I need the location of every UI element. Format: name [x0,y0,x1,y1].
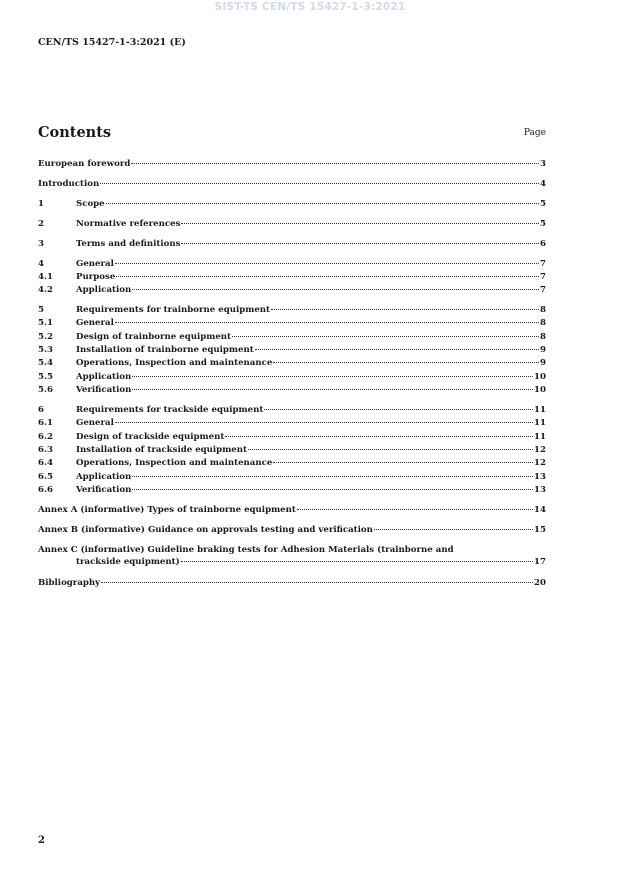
dot-leader [106,202,539,204]
dot-leader [225,435,533,437]
toc-entry[interactable] [38,404,546,416]
toc-entry-number: 6.2 [38,432,53,442]
toc-entry[interactable] [38,258,546,270]
toc-entry[interactable] [38,238,546,250]
toc-entry[interactable] [38,484,546,496]
toc-entry[interactable] [38,198,546,210]
toc-entry[interactable] [38,384,546,396]
toc-entry[interactable] [38,331,546,343]
toc-entry-page: 9 [540,358,546,368]
dot-leader [115,262,539,264]
toc-entry-page: 3 [540,159,546,169]
toc-entry-text: Application [76,285,132,295]
toc-entry-text: Annex A (informative) Types of trainborne equipment [38,505,296,515]
toc-entry[interactable] [38,158,546,170]
document-id: CEN/TS 15427-1-3:2021 (E) [38,37,186,48]
toc-entry-text: Terms and definitions [76,239,181,249]
toc-entry-number: 6.5 [38,472,53,482]
toc-entry-page: 20 [534,578,546,588]
toc-entry-page: 13 [534,485,546,495]
toc-entry-page: 15 [534,525,546,535]
dot-leader [115,421,533,423]
toc-entry-page: 7 [540,259,546,269]
dot-leader [131,162,539,164]
toc-entry-page: 11 [534,418,546,428]
toc-entry-text: Verification [76,385,132,395]
toc-entry-number: 5.6 [38,385,53,395]
contents-title: Contents [38,124,112,141]
dot-leader [248,448,533,450]
dot-leader [181,222,539,224]
dot-leader [132,375,533,377]
toc-entry-page: 5 [540,219,546,229]
toc-entry-number: 2 [38,219,44,229]
dot-leader [181,242,539,244]
toc-entry[interactable] [38,317,546,329]
page-number: 2 [38,835,45,846]
toc-entry-number: 4.2 [38,285,53,295]
toc-entry-text: General [76,259,114,269]
toc-entry-text: Application [76,372,132,382]
toc-entry-page: 12 [534,458,546,468]
toc-entry-page: 9 [540,345,546,355]
toc-entry[interactable] [38,471,546,483]
toc-entry-page: 7 [540,285,546,295]
toc-entry-text: Introduction [38,179,100,189]
toc-entry-page: 5 [540,199,546,209]
dot-leader [101,581,533,583]
toc-entry-page: 13 [534,472,546,482]
toc-entry-number: 5.2 [38,332,53,342]
toc-entry[interactable] [38,344,546,356]
toc-entry-text: Application [76,472,132,482]
toc-entry-page: 14 [534,505,546,515]
toc-entry[interactable] [38,577,546,589]
dot-leader [181,560,533,562]
dot-leader [271,308,539,310]
toc-entry-text: Requirements for trackside equipment [76,405,264,415]
toc-entry-text: Verification [76,485,132,495]
toc-entry-text: Annex C (informative) Guideline braking tests for Adhesion Materials (trainborne and [38,545,454,555]
toc-entry-text: General [76,318,114,328]
dot-leader [273,361,539,363]
toc-entry-page: 8 [540,318,546,328]
dot-leader [264,408,533,410]
toc-entry-text: Design of trackside equipment [76,432,225,442]
toc-entry[interactable] [38,371,546,383]
toc-entry-number: 6.6 [38,485,53,495]
toc-entry-text: European foreword [38,159,131,169]
dot-leader [297,508,533,510]
toc-entry-number: 4 [38,259,44,269]
toc-entry-page: 10 [534,372,546,382]
toc-entry-text: Operations, Inspection and maintenance [76,358,273,368]
toc-entry-text: Annex B (informative) Guidance on approvals testing and verification [38,525,373,535]
toc-entry[interactable] [38,271,546,283]
dot-leader [116,275,539,277]
toc-entry[interactable] [38,417,546,429]
toc-entry-number: 4.1 [38,272,53,282]
toc-entry-text: Installation of trackside equipment [76,445,247,455]
toc-entry-page: 11 [534,405,546,415]
toc-entry-page: 17 [534,557,546,567]
dot-leader [115,321,539,323]
toc-entry-text: General [76,418,114,428]
page-column-label: Page [523,128,546,138]
toc-entry[interactable] [38,431,546,443]
toc-entry-page: 11 [534,432,546,442]
toc-entry-number: 6.1 [38,418,53,428]
toc-entry-number: 5.4 [38,358,53,368]
dot-leader [273,461,533,463]
dot-leader [132,475,533,477]
toc-entry-number: 6.3 [38,445,53,455]
toc-entry[interactable] [38,178,546,190]
toc-entry[interactable] [38,444,546,456]
dot-leader [132,488,533,490]
toc-entry-page: 8 [540,332,546,342]
toc-entry-text: Normative references [76,219,181,229]
toc-entry[interactable] [38,357,546,369]
toc-entry-number: 1 [38,199,44,209]
watermark: SIST-TS CEN/TS 15427-1-3:2021 [214,1,406,13]
toc-entry[interactable] [38,304,546,316]
toc-entry-text: Purpose [76,272,116,282]
toc-entry-number: 5.5 [38,372,53,382]
toc-entry-number: 5.1 [38,318,53,328]
dot-leader [232,335,539,337]
toc-entry-page: 12 [534,445,546,455]
toc-entry-number: 5.3 [38,345,53,355]
dot-leader [132,288,539,290]
dot-leader [374,528,533,530]
toc-entry[interactable] [38,218,546,230]
toc-entry-text-continued: trackside equipment) [76,557,180,567]
toc-entry-page: 10 [534,385,546,395]
toc-entry-text: Installation of trainborne equipment [76,345,254,355]
toc-entry[interactable] [38,457,546,469]
toc-entry-text: Scope [76,199,105,209]
dot-leader [100,182,539,184]
toc-entry-number: 6 [38,405,44,415]
toc-entry[interactable] [38,284,546,296]
toc-entry[interactable] [38,524,546,536]
toc-entry-page: 4 [540,179,546,189]
toc-entry-text: Bibliography [38,578,101,588]
dot-leader [255,348,539,350]
toc-entry-page: 7 [540,272,546,282]
toc-entry[interactable] [38,504,546,516]
toc-entry[interactable] [38,544,546,568]
dot-leader [132,388,533,390]
toc-entry-number: 6.4 [38,458,53,468]
toc-entry-text: Design of trainborne equipment [76,332,232,342]
toc-entry-text: Operations, Inspection and maintenance [76,458,273,468]
toc-entry-page: 8 [540,305,546,315]
toc-entry-number: 3 [38,239,44,249]
toc-entry-number: 5 [38,305,44,315]
toc-entry-text: Requirements for trainborne equipment [76,305,271,315]
toc-entry-page: 6 [540,239,546,249]
